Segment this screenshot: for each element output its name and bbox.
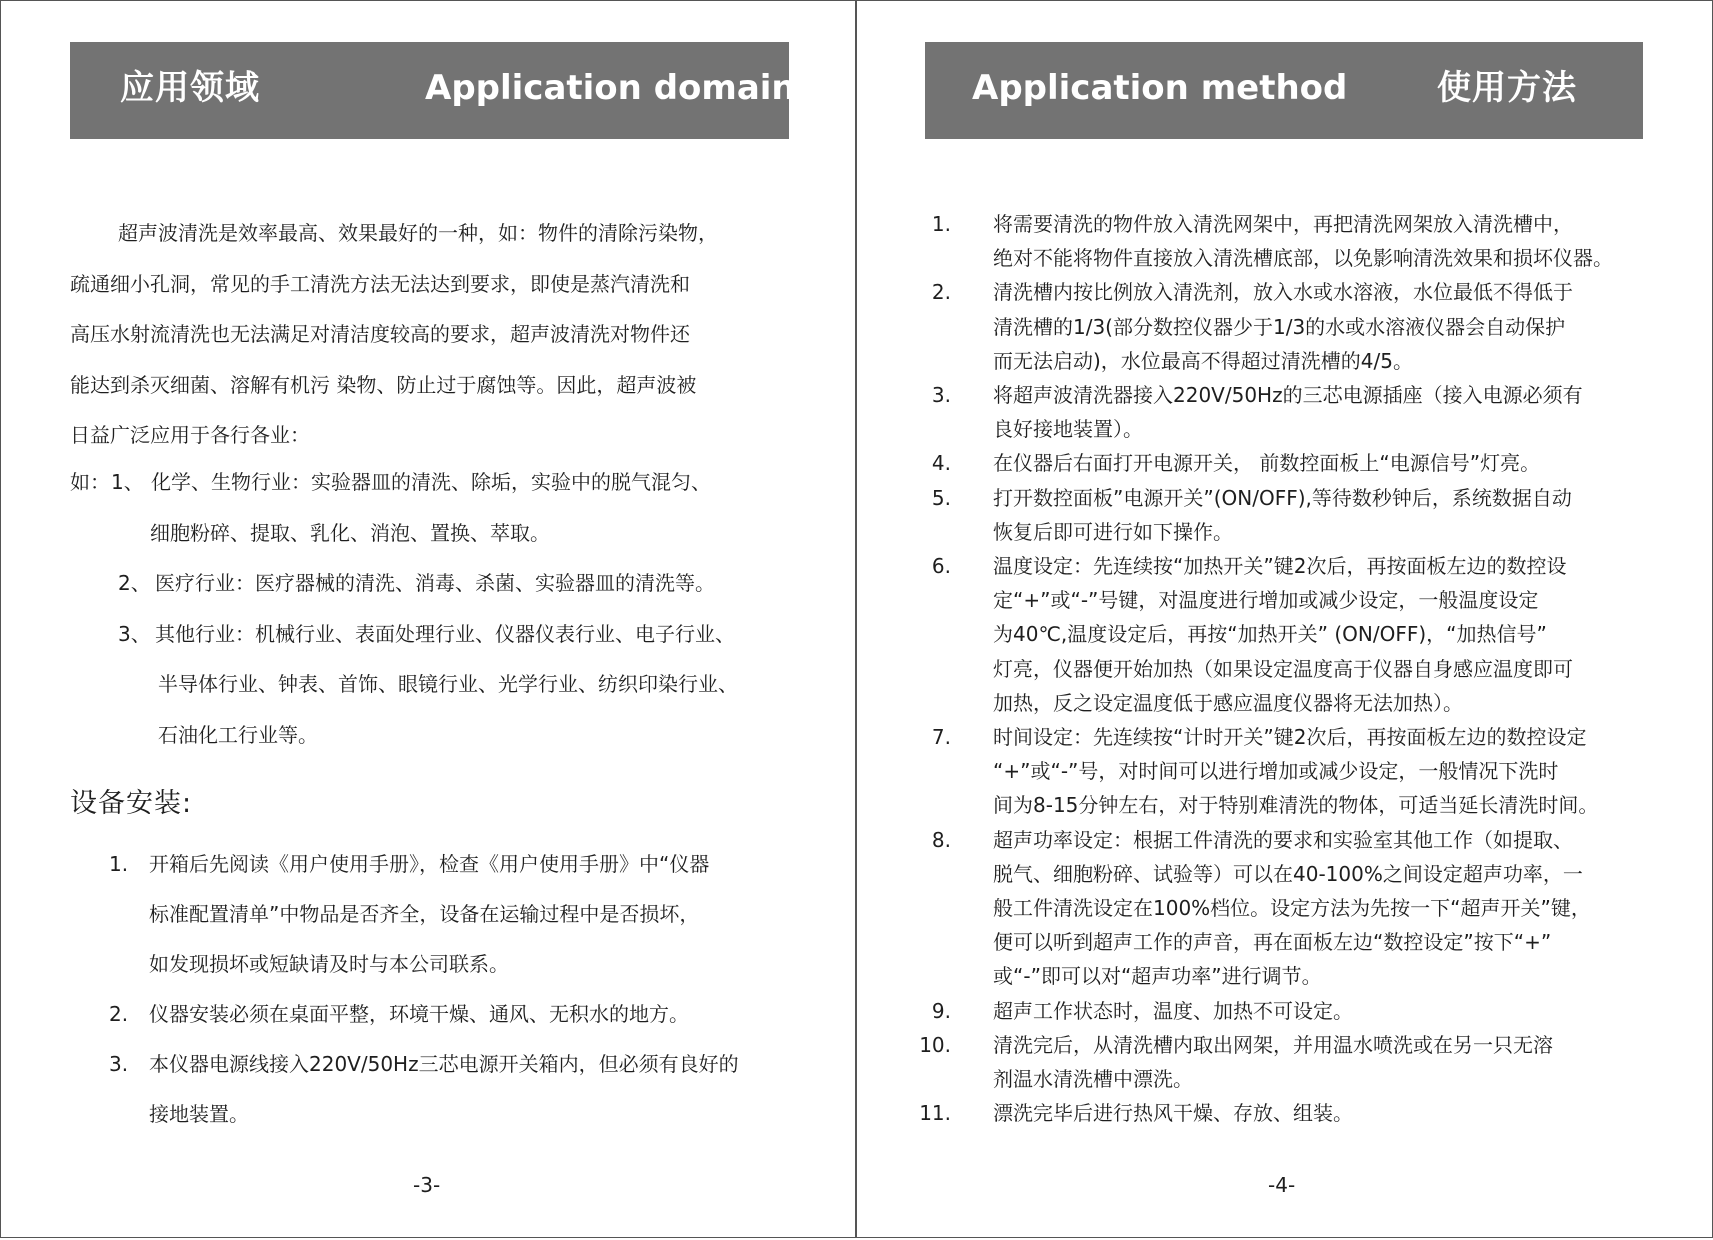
usage-step (913, 481, 1661, 549)
step-line: 或“-”即可以对“超声功率”进行调节。 (993, 964, 1322, 989)
step-line: 便可以听到超声工作的声音，再在面板左边“数控设定”按下“+” (993, 930, 1552, 955)
intro-line: 能达到杀灭细菌、溶解有机污 染物、防止过于腐蚀等。因此，超声波被 (70, 372, 697, 397)
usage-steps-list (913, 207, 1661, 1130)
install-number: 2. (109, 1002, 129, 1026)
step-number: 3. (931, 383, 951, 408)
step-number: 10. (919, 1032, 951, 1057)
usage-step (913, 1028, 1661, 1096)
step-line: 清洗槽的1/3(部分数控仪器少于1/3的水或水溶液仪器会自动保护 (993, 314, 1566, 339)
step-number: 9. (931, 998, 951, 1023)
step-line: 灯亮，仪器便开始加热（如果设定温度高于仪器自身感应温度即可 (993, 656, 1573, 681)
step-number: 6. (931, 554, 951, 579)
install-number: 1. (109, 852, 129, 876)
field-line: 其他行业：机械行业、表面处理行业、仪器仪表行业、电子行业、 (155, 621, 735, 646)
step-line: 脱气、细胞粉碎、试验等）可以在40-100%之间设定超声功率，一 (993, 861, 1583, 886)
usage-step (913, 1096, 1661, 1130)
step-line: 将需要清洗的物件放入清洗网架中，再把清洗网架放入清洗槽中， (993, 212, 1573, 236)
intro-line: 疏通细小孔洞，常见的手工清洗方法无法达到要求，即使是蒸汽清洗和 (70, 271, 690, 296)
page-number: -3- (413, 1173, 441, 1197)
intro-paragraph (70, 208, 800, 461)
step-number: 11. (919, 1101, 951, 1126)
step-number: 8. (931, 827, 951, 852)
step-line: 温度设定：先连续按“加热开关”键2次后，再按面板左边的数控设 (993, 554, 1567, 579)
install-section-title: 设备安装: (70, 788, 193, 819)
step-line: 打开数控面板”电源开关”(ON/OFF),等待数秒钟后，系统数据自动 (993, 485, 1572, 510)
step-line: 在仪器后右面打开电源开关， 前数控面板上“电源信号”灯亮。 (993, 451, 1541, 476)
field-line: 医疗行业：医疗器械的清洗、消毒、杀菌、实验器皿的清洗等。 (155, 571, 715, 595)
field-number: 1、 (111, 470, 144, 494)
install-line: 开箱后先阅读《用户使用手册》，检查《用户使用手册》中“仪器 (149, 852, 710, 876)
usage-step (913, 823, 1661, 994)
header-title-cn: 应用领域 (120, 68, 260, 108)
step-line: 时间设定：先连续按“计时开关”键2次后，再按面板左边的数控设定 (993, 725, 1587, 750)
step-line: 定“+”或“-”号键，对温度进行增加或减少设定，一般温度设定 (993, 588, 1539, 613)
usage-step (913, 720, 1661, 823)
install-line: 仪器安装必须在桌面平整，环境干燥、通风、无积水的地方。 (149, 1002, 689, 1026)
step-line: 绝对不能将物件直接放入清洗槽底部，以免影响清洗效果和损坏仪器。 (993, 246, 1613, 271)
field-line: 细胞粉碎、提取、乳化、消泡、置换、萃取。 (150, 520, 550, 545)
usage-step (913, 446, 1661, 480)
intro-line: 高压水射流清洗也无法满足对清洁度较高的要求，超声波清洗对物件还 (70, 322, 690, 346)
field-line: 石油化工行业等。 (158, 722, 318, 747)
step-line: 为40℃,温度设定后，再按“加热开关” (ON/OFF)，“加热信号” (993, 622, 1547, 647)
usage-step (913, 994, 1661, 1028)
header-title-en: Application domain (425, 68, 796, 108)
field-line: 半导体行业、钟表、首饰、眼镜行业、光学行业、纺织印染行业、 (158, 672, 738, 696)
step-line: 良好接地装置）。 (993, 417, 1143, 442)
field-number: 2、 (118, 571, 151, 595)
step-line: 剂温水清洗槽中漂洗。 (993, 1067, 1193, 1092)
header-title-en: Application method (972, 68, 1348, 108)
field-line: 化学、生物行业：实验器皿的清洗、除垢，实验中的脱气混匀、 (151, 470, 711, 494)
usage-step (913, 549, 1661, 720)
usage-step (913, 378, 1661, 446)
install-line: 接地装置。 (149, 1102, 249, 1126)
step-line: 般工件清洗设定在100%档位。设定方法为先按一下“超声开关”键， (993, 896, 1591, 921)
step-number: 1. (931, 212, 951, 236)
usage-step (913, 207, 1661, 275)
step-number: 4. (931, 451, 951, 476)
step-line: 清洗槽内按比例放入清洗剂，放入水或水溶液，水位最低不得低于 (993, 280, 1573, 305)
step-line: 加热，反之设定温度低于感应温度仪器将无法加热）。 (993, 690, 1463, 715)
page-4 (856, 0, 1713, 1238)
step-line: 超声功率设定：根据工件清洗的要求和实验室其他工作（如提取、 (993, 827, 1573, 852)
step-line: 将超声波清洗器接入220V/50Hz的三芯电源插座（接入电源必须有 (993, 383, 1583, 408)
intro-line: 日益广泛应用于各行各业： (70, 423, 310, 447)
step-line: 间为8-15分钟左右，对于特别难清洗的物体，可适当延长清洗时间。 (993, 793, 1599, 818)
install-number: 3. (109, 1052, 129, 1076)
install-line: 标准配置清单”中物品是否齐全，设备在运输过程中是否损坏， (149, 902, 700, 926)
page-3 (0, 0, 856, 1238)
step-line: 超声工作状态时，温度、加热不可设定。 (993, 998, 1353, 1023)
step-number: 5. (931, 485, 951, 510)
section-header-banner (70, 42, 796, 139)
step-number: 7. (931, 725, 951, 750)
fields-prefix: 如： (70, 470, 110, 494)
step-line: 漂洗完毕后进行热风干燥、存放、组装。 (993, 1101, 1353, 1126)
step-line: 恢复后即可进行如下操作。 (993, 519, 1233, 544)
usage-step (913, 275, 1661, 378)
install-line: 本仪器电源线接入220V/50Hz三芯电源开关箱内，但必须有良好的 (149, 1052, 739, 1076)
step-line: 清洗完后，从清洗槽内取出网架，并用温水喷洗或在另一只无溶 (993, 1032, 1553, 1057)
step-line: “+”或“-”号，对时间可以进行增加或减少设定，一般情况下洗时 (993, 759, 1559, 784)
intro-line: 超声波清洗是效率最高、效果最好的一种，如：物件的清除污染物， (118, 221, 718, 245)
page-number: -4- (1268, 1173, 1296, 1197)
step-line: 而无法启动)，水位最高不得超过清洗槽的4/5。 (993, 348, 1413, 373)
section-header-banner (925, 42, 1643, 139)
header-title-cn: 使用方法 (1437, 68, 1577, 108)
install-line: 如发现损坏或短缺请及时与本公司联系。 (149, 952, 509, 976)
step-number: 2. (931, 280, 951, 305)
field-number: 3、 (118, 621, 151, 646)
